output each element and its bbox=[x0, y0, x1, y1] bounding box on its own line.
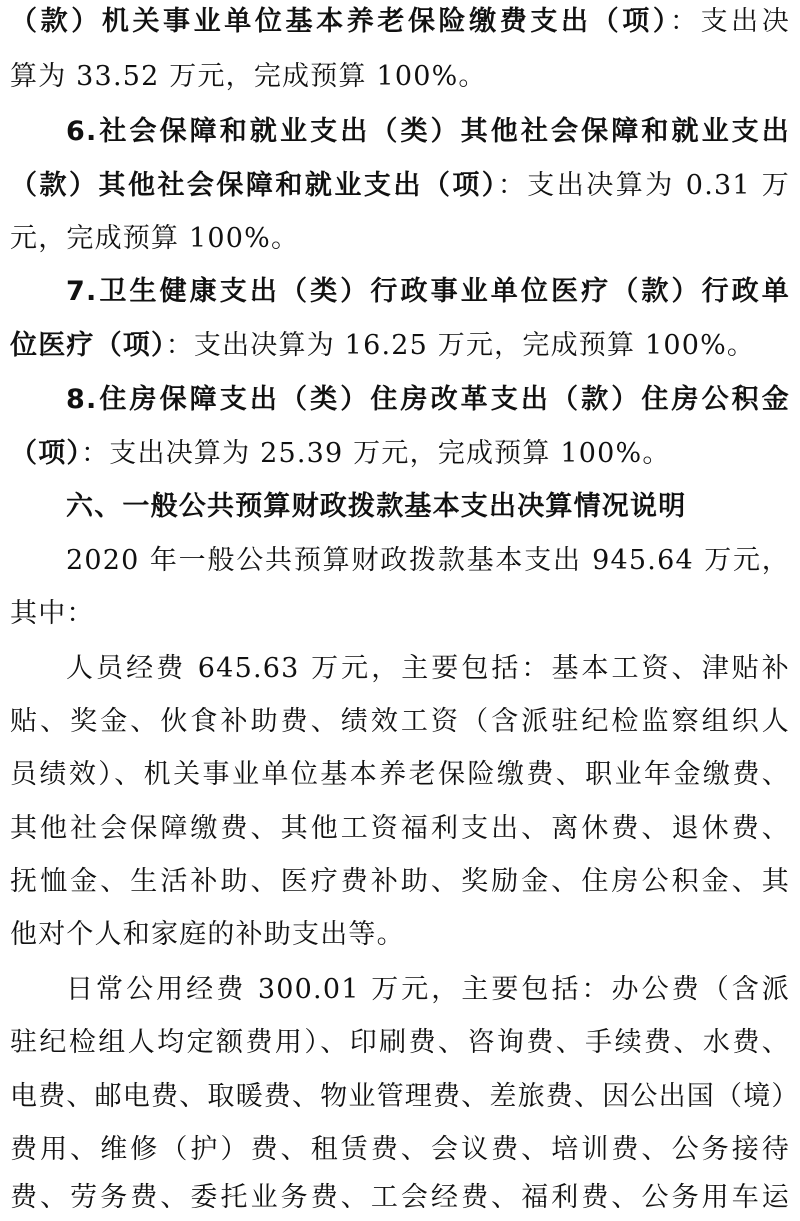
item-classification: （款）机关事业单位基本养老保险缴费支出（项） bbox=[10, 6, 670, 37]
line-text: ：支出决算为 25.39 万元，完成预算 100%。 bbox=[81, 438, 671, 469]
line-text: 费、劳务费、委托业务费、工会经费、福利费、公务用车运 bbox=[10, 1182, 790, 1213]
text-line bbox=[10, 594, 790, 634]
text-line bbox=[10, 57, 790, 97]
text-line bbox=[10, 219, 790, 259]
text-line bbox=[10, 1023, 790, 1063]
text-line bbox=[10, 702, 790, 742]
text-line bbox=[10, 1130, 790, 1170]
item-classification: 位医疗（项） bbox=[10, 330, 166, 361]
text-line bbox=[10, 862, 790, 902]
text-line bbox=[10, 1077, 800, 1117]
line-text: 驻纪检组人均定额费用）、印刷费、咨询费、手续费、水费、 bbox=[10, 1027, 790, 1058]
line-text: 日常公用经费 300.01 万元，主要包括：办公费（含派 bbox=[66, 974, 790, 1005]
line-text: 其中： bbox=[10, 598, 95, 629]
item-classification: 6.社会保障和就业支出（类）其他社会保障和就业支出 bbox=[66, 116, 790, 147]
text-line bbox=[66, 970, 790, 1010]
text-line bbox=[66, 649, 790, 689]
line-text: 其他社会保障缴费、其他工资福利支出、离休费、退休费、 bbox=[10, 813, 790, 844]
text-line bbox=[10, 434, 790, 474]
item-classification: 8.住房保障支出（类）住房改革支出（款）住房公积金 bbox=[66, 384, 790, 415]
line-text: 人员经费 645.63 万元，主要包括：基本工资、津贴补 bbox=[66, 653, 790, 684]
item-6-heading bbox=[66, 112, 790, 152]
line-text: ：支出决算为 16.25 万元，完成预算 100%。 bbox=[165, 330, 756, 361]
text-line bbox=[10, 755, 790, 795]
item-classification: （款）其他社会保障和就业支出（项） bbox=[10, 170, 498, 201]
text-line bbox=[10, 326, 790, 366]
item-classification: （项） bbox=[10, 438, 82, 469]
item-7-heading bbox=[66, 272, 790, 312]
item-8-heading bbox=[66, 380, 790, 420]
line-text: 费用、维修（护）费、租赁费、会议费、培训费、公务接待 bbox=[10, 1134, 790, 1165]
text-line bbox=[66, 541, 790, 581]
text-line bbox=[10, 166, 790, 206]
text-line bbox=[10, 1178, 790, 1218]
text-line bbox=[10, 2, 790, 42]
line-text: 算为 33.52 万元，完成预算 100%。 bbox=[10, 61, 487, 92]
line-text: 元，完成预算 100%。 bbox=[10, 223, 300, 254]
line-text: 抚恤金、生活补助、医疗费补助、奖励金、住房公积金、其 bbox=[10, 866, 790, 897]
line-text: 2020 年一般公共预算财政拨款基本支出 945.64 万元， bbox=[66, 545, 790, 576]
section-heading bbox=[66, 487, 790, 527]
text-line bbox=[10, 809, 790, 849]
line-text: ：支出决算为 0.31 万 bbox=[497, 170, 790, 201]
line-text: ：支出决 bbox=[669, 6, 790, 37]
line-text: 贴、奖金、伙食补助费、绩效工资（含派驻纪检监察组织人 bbox=[10, 706, 790, 737]
line-text: 他对个人和家庭的补助支出等。 bbox=[10, 919, 405, 950]
section-title: 六、一般公共预算财政拨款基本支出决算情况说明 bbox=[66, 491, 687, 522]
line-text: 电费、邮电费、取暖费、物业管理费、差旅费、因公出国（境） bbox=[10, 1081, 800, 1112]
item-classification: 7.卫生健康支出（类）行政事业单位医疗（款）行政单 bbox=[66, 276, 790, 307]
text-line bbox=[10, 915, 790, 955]
line-text: 员绩效）、机关事业单位基本养老保险缴费、职业年金缴费、 bbox=[10, 759, 790, 790]
